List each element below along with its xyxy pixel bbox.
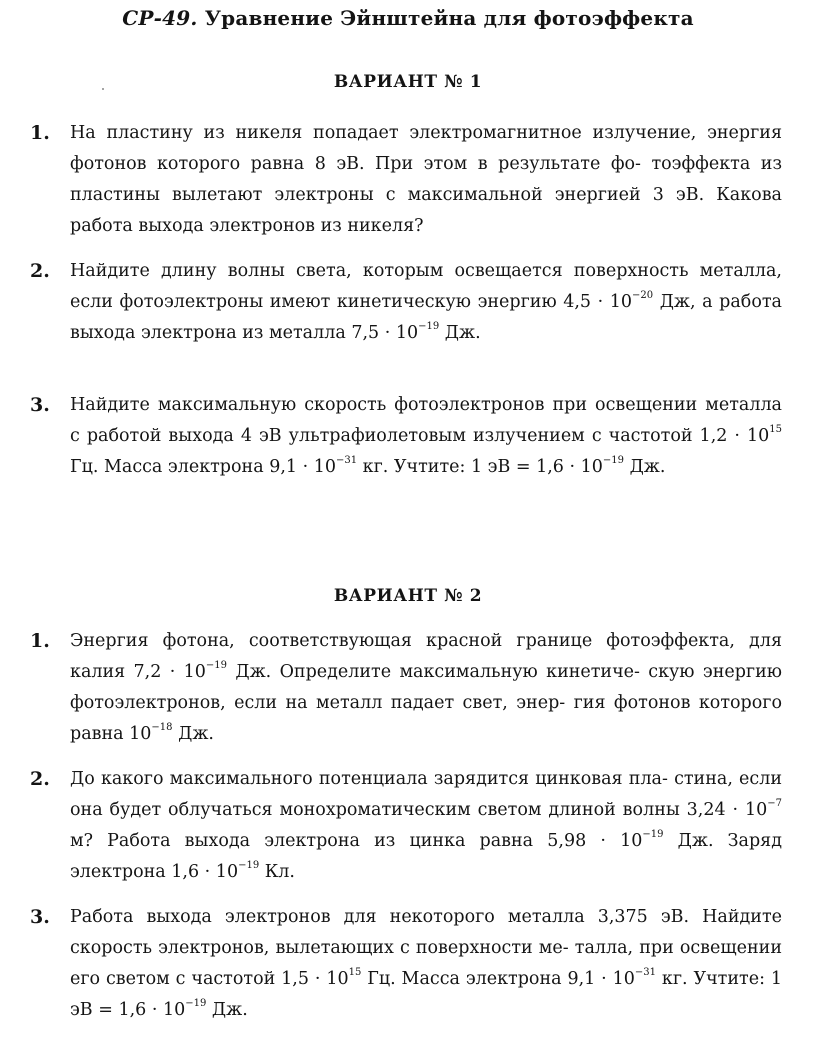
variant-2-heading: ВАРИАНТ № 2 <box>333 586 483 606</box>
variant-1-heading: ВАРИАНТ № 1 <box>333 72 483 92</box>
problem-text: До какого максимального потенциала зарядится цинковая пла- стина, если она будет облучаться монохроматическим светом длиной волны $3,24 \cdot 10^{-7}$ м? Работа выхода электрона из цинка равна $5,98 \cdot 10^{-19}$ Дж. Заряд электрона $1,6 \cdot 10^{-19}$ Кл. <box>70 769 782 882</box>
problem-text: Найдите длину волны света, которым освещается поверхность металла, если фотоэлектроны имеют кинетическую энергию $4,5 \cdot 10^{-20}$ Дж, а работа выхода электрона из металла $7,5 \cdot 10^{-19}$ Дж. <box>70 261 782 343</box>
problem-number: 2. <box>30 260 50 282</box>
problem-number: 3. <box>30 906 50 928</box>
problem-text: Найдите максимальную скорость фотоэлектронов при освещении металла с работой выхода 4 эВ ультрафиолетовым излучением с частотой $1,2 \cdot 10^{15}$ Гц. Масса электрона $9,1 \cdot 10^{-31}$ кг. Учтите: 1 эВ = $1,6 \cdot 10^{-19}$ Дж. <box>70 395 782 477</box>
problem-number: 2. <box>30 768 50 790</box>
problem-text: Работа выхода электронов для некоторого металла 3,375 эВ. Найдите скорость электронов, вылетающих с поверхности ме- талла, при освещении его светом с частотой $1,5 \cdot 10^{15}$ Гц. Масса электрона $9,1 \cdot 10^{-31}$ кг. Учтите: 1 эВ = $1,6 \cdot 10^{-19}$ Дж. <box>70 907 782 1020</box>
problem-number: 3. <box>30 394 50 416</box>
problem-number: 1. <box>30 122 50 144</box>
problem-number: 1. <box>30 630 50 652</box>
problem-text: На пластину из никеля попадает электромагнитное излучение, энергия фотонов которого равна 8 эВ. При этом в результате фо- тоэффекта из пластины вылетают электроны с максимальной энергией 3 эВ. Какова работа выхода электронов из никеля? <box>70 123 782 236</box>
page-title <box>0 6 816 30</box>
problem-text: Энергия фотона, соответствующая красной границе фотоэффекта, для калия $7,2 \cdot 10^{-19}$ Дж. Определите максимальную кинетиче- скую энергию фотоэлектронов, если на металл падает свет, энер- гия фотонов которого равна $10^{-18}$ Дж. <box>70 631 782 744</box>
worksheet-code: СР-49. <box>122 6 198 30</box>
worksheet-title: Уравнение Эйнштейна для фотоэффекта <box>204 6 694 30</box>
